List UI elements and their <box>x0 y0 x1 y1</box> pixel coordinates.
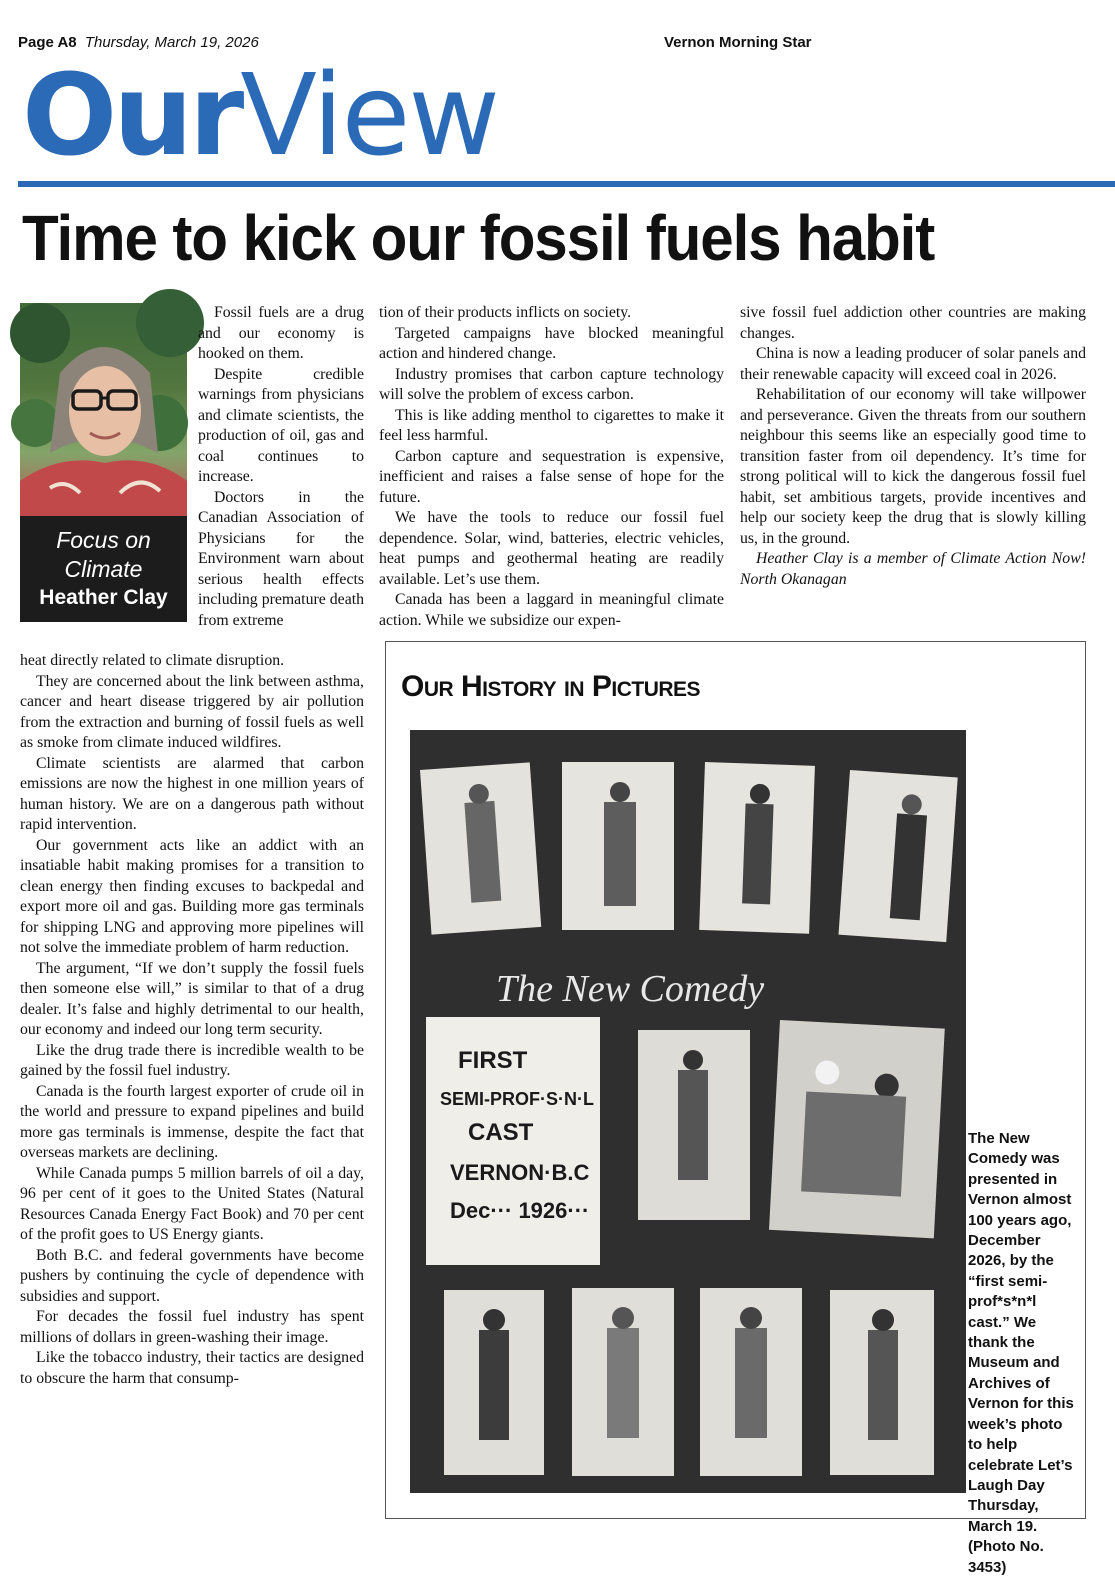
article-paragraph: tion of their products inflicts on society. <box>379 304 632 321</box>
masthead-line <box>18 34 1095 51</box>
sign-line-4: VERNON·B.C <box>450 1160 590 1185</box>
issue-date: Thursday, March 19, 2026 <box>84 34 259 51</box>
author-signature: Heather Clay is a member of Climate Action Now! North Okanagan <box>740 550 1086 588</box>
article-paragraph: Fossil fuels are a drug and our economy is hooked on them. <box>198 304 364 362</box>
history-caption: The New Comedy was presented in Vernon almost 100 years ago, December 2026, by the “first semi-prof*s*n*l cast.” We thank the Museum and Archives of Vernon for this week’s photo to help celebrate Let’s Laugh Day Thursday, March 19. (Photo No. 3453) <box>968 1130 1074 1576</box>
article-paragraph: Like the tobacco industry, their tactics are designed to obscure the harm that consump- <box>20 1349 364 1387</box>
article-paragraph: While Canada pumps 5 million barrels of oil a day, 96 per cent of it goes to the United States (Natural Resources Canada Energy Fact Book) and 70 per cent of the profit goes to US Energy giants. <box>20 1164 364 1243</box>
section-title <box>22 51 498 181</box>
article-paragraph: Doctors in the Canadian Association of Physicians for the Environment warn about serious health effects including premature death from extreme <box>198 488 364 629</box>
sign-line-5: Dec··· 1926··· <box>450 1198 590 1223</box>
article-column-1b <box>20 651 364 1389</box>
article-paragraph: Like the drug trade there is incredible wealth to be gained by the fossil fuel industry. <box>20 1041 364 1079</box>
article-paragraph: Industry promises that carbon capture technology will solve the problem of excess carbon. <box>379 365 724 403</box>
history-title: Our History in Pictures <box>401 670 701 703</box>
article-column-2 <box>379 303 724 631</box>
sign-line-3: CAST <box>468 1119 534 1146</box>
vintage-photo-collage-icon <box>410 730 966 1493</box>
column-name-line1: Focus on <box>56 527 151 553</box>
article-column-1a <box>198 303 364 631</box>
article-paragraph: Targeted campaigns have blocked meaningful action and hindered change. <box>379 324 724 362</box>
author-name: Heather Clay <box>39 586 168 609</box>
article-paragraph: Canada has been a laggard in meaningful climate action. While we subsidize our expen- <box>379 591 724 629</box>
column-caption-box <box>20 516 187 622</box>
photo-banner-text: The New Comedy <box>496 968 765 1010</box>
article-paragraph: Both B.C. and federal governments have become pushers by continuing the cycle of dependence with subsidies and support. <box>20 1246 364 1305</box>
sign-line-2: SEMI-PROF·S·N·L <box>440 1089 594 1109</box>
section-title-view: View <box>240 51 498 181</box>
article-paragraph: This is like adding menthol to cigarettes to make it feel less harmful. <box>379 406 724 444</box>
section-rule <box>18 181 1115 187</box>
column-name-line2: Climate <box>64 556 143 582</box>
sign-line-1: FIRST <box>458 1047 528 1074</box>
page-label: Page A8 <box>18 34 77 51</box>
headline: Time to kick our fossil fuels habit <box>22 202 935 274</box>
column-name <box>20 526 187 584</box>
article-paragraph: Our government acts like an addict with an insatiable habit making promises for a transition to clean energy then finding excuses to backpedal and export more oil and gas. Building more gas terminals for shipping LNG and approving more pipelines will not solve the immediate problem of harm reduction. <box>20 836 364 956</box>
article-paragraph: Climate scientists are alarmed that carbon emissions are now the highest in one million years of human history. We are on a dangerous path without rapid intervention. <box>20 754 364 833</box>
article-paragraph: Despite credible warnings from physicians and climate scientists, the production of oil, gas and coal continues to increase. <box>198 365 364 485</box>
paper-name: Vernon Morning Star <box>664 34 812 51</box>
article-paragraph: Carbon capture and sequestration is expensive, inefficient and raises a false sense of hope for the future. <box>379 447 724 506</box>
article-paragraph: We have the tools to reduce our fossil fuel dependence. Solar, wind, batteries, electric vehicles, heat pumps and geothermal heating are readily available. Let’s use them. <box>379 509 724 588</box>
article-paragraph: China is now a leading producer of solar panels and their renewable capacity will exceed coal in 2026. <box>740 345 1086 383</box>
article-paragraph: heat directly related to climate disruption. <box>20 652 285 669</box>
cast-sign <box>426 1017 600 1265</box>
article-paragraph: They are concerned about the link between asthma, cancer and heart disease triggered by air pollution from the extraction and burning of fossil fuels as well as smoke from climate induced wildfires. <box>20 672 364 751</box>
section-title-our: Our <box>22 51 241 181</box>
article-column-3 <box>740 303 1086 590</box>
article-paragraph: sive fossil fuel addiction other countries are making changes. <box>740 304 1086 342</box>
article-paragraph: For decades the fossil fuel industry has spent millions of dollars in green-washing their image. <box>20 1308 364 1346</box>
article-paragraph: Rehabilitation of our economy will take willpower and perseverance. Given the threats from our southern neighbour this seems like an especially good time to transition faster from oil dependency. It’s time for strong political will to kick the dangerous fossil fuel habit, set ambitious targets, provide incentives and help our society keep the drug that is slowly killing us, in the ground. <box>740 386 1086 547</box>
article-paragraph: The argument, “If we don’t supply the fossil fuels then someone else will,” is similar to that of a drug dealer. It’s false and highly detrimental to our health, our economy and indeed our long term security. <box>20 959 364 1038</box>
history-in-pictures-box <box>385 641 1086 1576</box>
columnist-portrait-icon <box>20 303 187 516</box>
article-paragraph: Canada is the fourth largest exporter of crude oil in the world and pressure to expand pipelines and build more gas terminals is immense, despite the fact that overseas markets are declining. <box>20 1082 364 1161</box>
